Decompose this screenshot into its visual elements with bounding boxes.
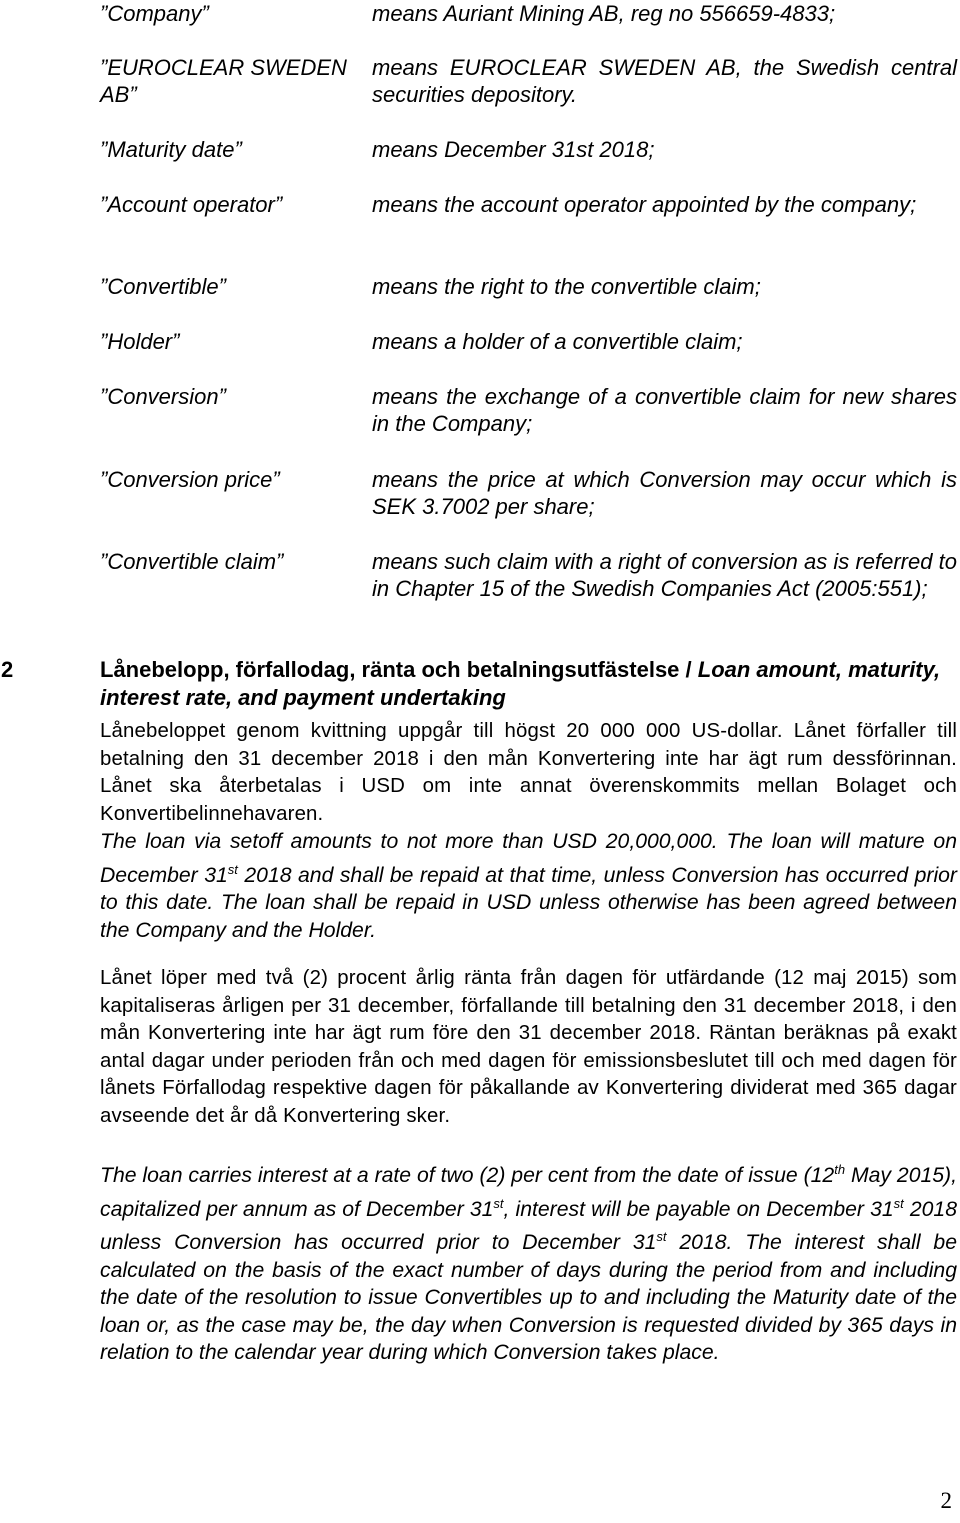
paragraph-loan-english [100,828,957,944]
section-number: 2 [1,657,14,682]
superscript: st [227,861,238,877]
definition-term: ”Convertible claim” [100,549,284,574]
definition-meaning: means the exchange of a convertible claim for new shares in the Company; [372,384,957,436]
definition-meaning: means the price at which Conversion may occur which is SEK 3.7002 per share; [372,467,957,519]
definition-term: ”Maturity date” [100,137,242,162]
superscript: st [893,1195,904,1211]
definition-meaning: means a holder of a convertible claim; [372,329,743,354]
text-run: , interest will be payable on December 31 [503,1197,894,1221]
definition-term: ”EUROCLEAR SWEDEN AB” [100,55,347,107]
superscript: st [656,1229,667,1245]
text-run: May 2015), capitalized per annum as of December 31 [100,1164,957,1221]
superscript: th [834,1162,846,1177]
paragraph-loan-swedish: Lånebeloppet genom kvittning uppgår till högst 20 000 000 US-dollar. Lånet förfaller till betalning den 31 december 2018 i den mån Konvertering inte har ägt rum dessförinnan. Lånet ska återbetalas i USD om inte annat överenskommits mellan Bolaget och Konvertibelinnehavaren. [100,720,957,825]
section-title-english: Loan amount, maturity, interest rate, and payment undertaking [100,657,941,710]
section-heading [100,656,957,712]
text-run: The loan via setoff amounts to not more than USD 20,000,000. The loan will mature on December 31 [100,830,957,887]
text-run: 2018 and shall be repaid at that time, unless Conversion has occurred prior to this date. The loan shall be repaid in USD unless otherwise has been agreed between the Company and the Holder. [100,863,957,942]
definition-term: ”Conversion price” [100,467,280,492]
definition-term: ”Account operator” [100,192,283,217]
definition-meaning: means such claim with a right of conversion as is referred to in Chapter 15 of the Swedish Companies Act (2005:551); [372,549,957,601]
definition-meaning: means the right to the convertible claim; [372,274,761,299]
definition-term: ”Conversion” [100,384,226,409]
definition-term: ”Holder” [100,329,180,354]
section-title-swedish: Lånebelopp, förfallodag, ränta och betalningsutfästelse / [100,657,698,682]
superscript: st [493,1195,504,1211]
definition-term: ”Convertible” [100,274,226,299]
definition-meaning: means EUROCLEAR SWEDEN AB, the Swedish central securities depository. [372,55,957,107]
paragraph-interest-english [100,1156,957,1367]
definition-meaning: means December 31st 2018; [372,137,655,162]
page-number: 2 [940,1488,952,1513]
text-run: The loan carries interest at a rate of two (2) per cent from the date of issue (12 [100,1164,835,1188]
text-run: 2018 unless Conversion has occurred prior to December 31 [100,1197,957,1255]
definition-meaning: means the account operator appointed by the company; [372,192,917,217]
text-run: 2018. The interest shall be calculated on the basis of the exact number of days during the period from and including the date of the resolution to issue Convertibles up to and including the Maturity date of the loan or, as the case may be, the day when Conversion is requested divided by 365 days in relation to the calendar year during which Conversion takes place. [100,1231,957,1365]
definition-term: ”Company” [100,1,209,26]
definition-meaning: means Auriant Mining AB, reg no 556659-4833; [372,1,836,26]
paragraph-interest-swedish: Lånet löper med två (2) procent årlig ränta från dagen för utfärdande (12 maj 2015) som kapitaliseras årligen per 31 december, förfallande till betalning den 31 december 2018, i den mån Konvertering inte har ägt rum före den 31 december 2018. Räntan beräknas på exakt antal dagar under perioden från och med dagen för emissionsbeslutet till och med dagen för lånets Förfallodag respektive dagen för påkallande av Konvertering dividerat med 365 dagar avseende det år då Konvertering sker. [100,967,957,1127]
